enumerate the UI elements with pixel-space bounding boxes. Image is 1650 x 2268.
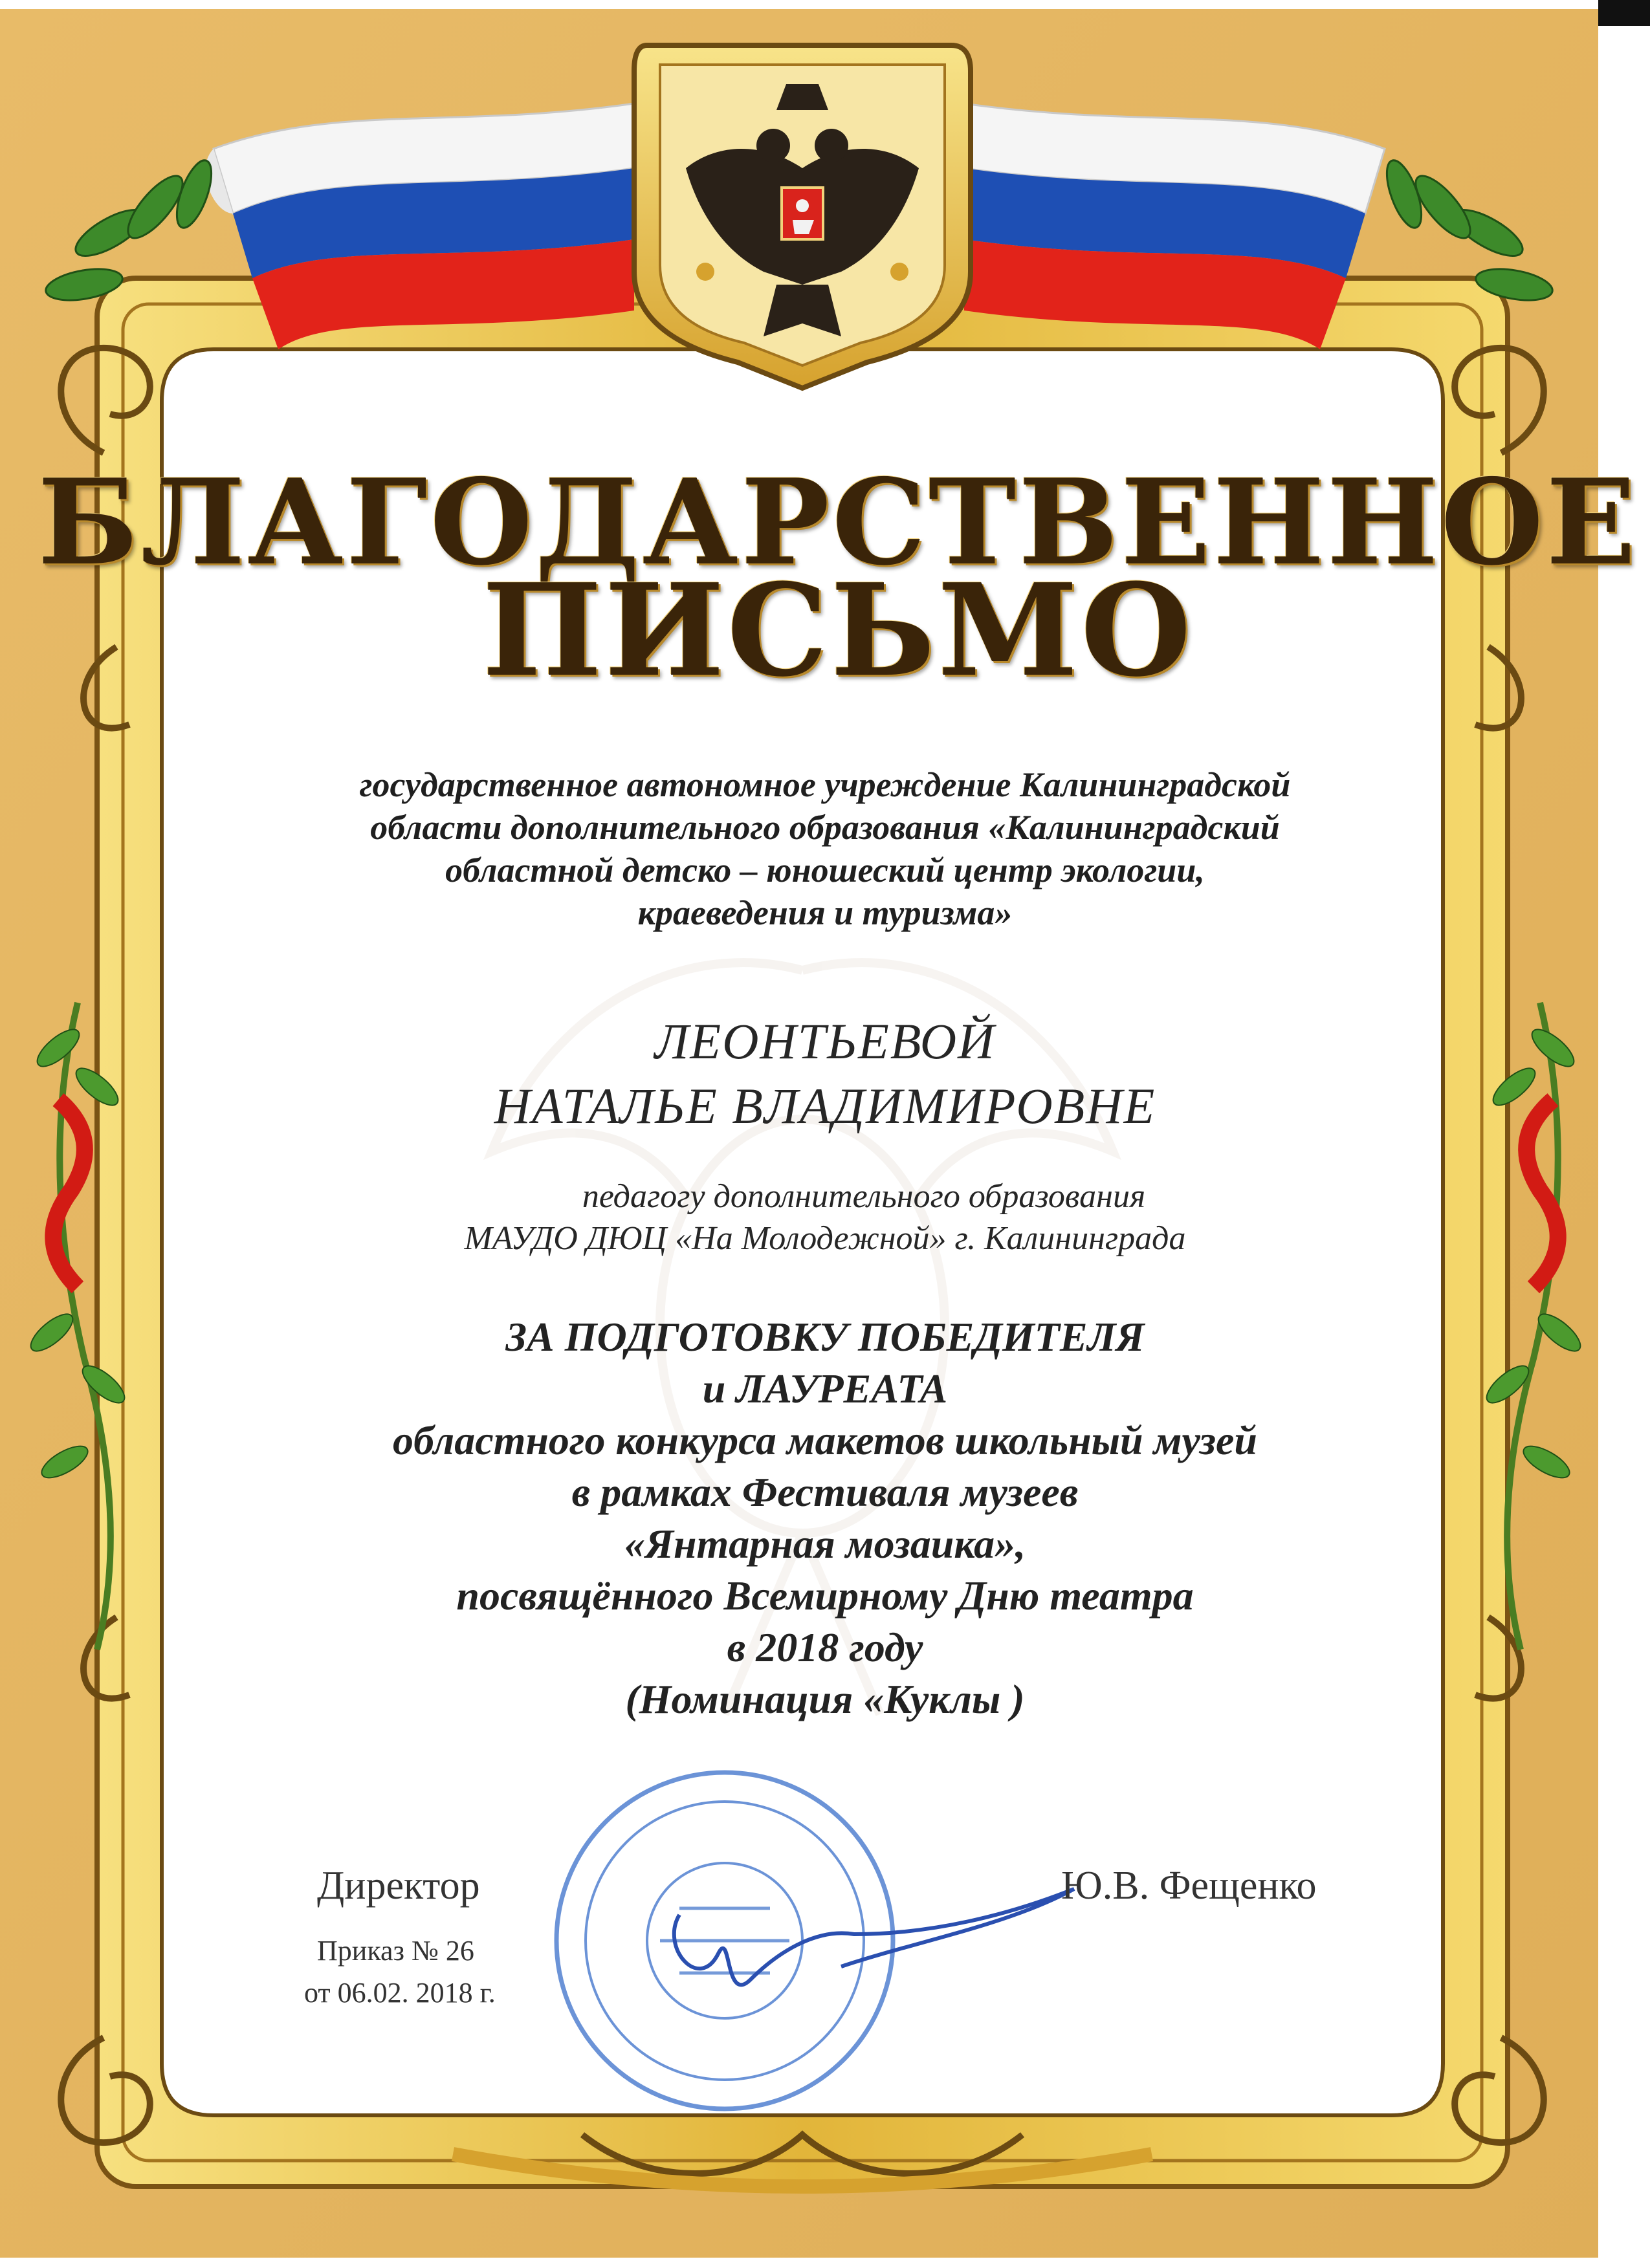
recipient-institution: МАУДО ДЮЦ «На Молодежной» г. Калининграда [464,1220,1186,1257]
coat-of-arms-icon [634,45,971,388]
signature-role: Директор [317,1864,480,1908]
title-line-2: ПИСЬМО [482,556,1194,705]
reason-line-8: (Номинация «Куклы ) [625,1676,1025,1722]
reason-line-4: в рамках Фестиваля музеев [571,1469,1079,1515]
recipient-position: педагогу дополнительного образования [582,1178,1146,1215]
reason-line-7: в 2018 году [727,1624,923,1670]
reason-line-6: посвящённого Всемирному Дню театра [456,1573,1194,1619]
organization-line-4: краеведения и туризма» [637,893,1013,932]
organization-line-2: области дополнительного образования «Калининградский [370,808,1280,847]
order-number: Приказ № 26 [317,1935,474,1967]
title-line-1: БЛАГОДАРСТВЕННОЕ [38,453,1638,591]
reason-line-2: и ЛАУРЕАТА [702,1366,948,1412]
reason-line-1: ЗА ПОДГОТОВКУ ПОБЕДИТЕЛЯ [505,1314,1145,1360]
order-date: от 06.02. 2018 г. [304,1977,496,2009]
recipient-surname: ЛЕОНТЬЕВОЙ [654,1013,996,1069]
reason-line-3: областного конкурса макетов школьный музей [393,1417,1257,1463]
organization-line-1: государственное автономное учреждение Калининградской [359,765,1291,804]
reason-line-5: «Янтарная мозаика», [624,1521,1026,1567]
recipient-name: НАТАЛЬЕ ВЛАДИМИРОВНЕ [494,1078,1156,1134]
signer-name: Ю.В. Фещенко [1061,1864,1317,1908]
organization-line-3: областной детско – юношеский центр экологии, [445,851,1205,889]
